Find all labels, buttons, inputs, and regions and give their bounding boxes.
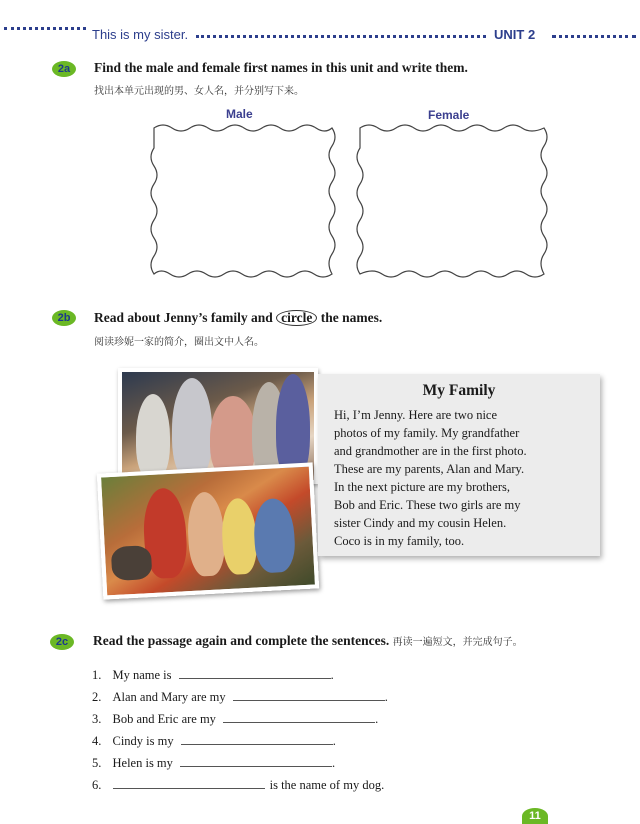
sentence-6 <box>92 776 384 793</box>
section-2c-chinese: 再读一遍短文，并完成句子。 <box>392 637 523 648</box>
passage-line: Coco is in my family, too. <box>334 534 465 548</box>
sentence-number: 4. <box>92 734 102 748</box>
passage-line: photos of my family. My grandfather <box>334 426 520 440</box>
male-writing-box[interactable] <box>148 122 338 282</box>
sentence-text: Alan and Mary are my <box>112 690 226 704</box>
sentence-end: . <box>384 690 388 704</box>
sentence-end: . <box>332 734 336 748</box>
passage-line: These are my parents, Alan and Mary. <box>334 462 525 476</box>
female-label: Female <box>428 108 470 122</box>
sentence-4 <box>92 732 336 749</box>
sentence-end: . <box>332 756 336 770</box>
sentence-text: Bob and Eric are my <box>112 712 216 726</box>
section-2a-instruction: Find the male and female first names in this unit and write them. <box>94 60 468 75</box>
section-2b-instruction-start: Read about Jenny’s family and <box>94 310 277 325</box>
answer-blank-3[interactable] <box>223 710 375 723</box>
sentence-number: 6. <box>92 778 102 792</box>
sentence-text: My name is <box>112 668 172 682</box>
circle-word: circle <box>276 310 317 326</box>
section-2c-badge: 2c <box>50 634 74 650</box>
sentence-1 <box>92 666 334 683</box>
passage-line: and grandmother are in the first photo. <box>334 444 527 458</box>
passage-card <box>318 374 600 556</box>
header-lesson-title: This is my sister. <box>92 27 189 42</box>
answer-blank-2[interactable] <box>233 688 385 701</box>
sentence-number: 3. <box>92 712 102 726</box>
sentence-end: . <box>330 668 334 682</box>
page-number: 11 <box>522 808 548 824</box>
passage-body <box>334 406 594 550</box>
header-dots-left <box>4 27 86 30</box>
section-2a-chinese: 找出本单元出现的男、女人名，并分别写下来。 <box>94 86 304 97</box>
sentence-text: Cindy is my <box>112 734 174 748</box>
section-2a-badge: 2a <box>52 61 76 77</box>
header-unit-label: UNIT 2 <box>494 27 536 42</box>
male-label: Male <box>226 107 253 121</box>
sentence-2 <box>92 688 388 705</box>
section-2b-instruction <box>94 310 382 326</box>
sentence-end: . <box>375 712 379 726</box>
sentence-5 <box>92 754 335 771</box>
header-dots-right <box>552 35 636 38</box>
passage-line: Hi, I’m Jenny. Here are two nice <box>334 408 498 422</box>
section-2b-instruction-end: the names. <box>317 310 383 325</box>
answer-blank-1[interactable] <box>179 666 331 679</box>
sentence-number: 1. <box>92 668 102 682</box>
answer-blank-5[interactable] <box>180 754 332 767</box>
section-2b-badge: 2b <box>52 310 76 326</box>
section-2c-instruction-text: Read the passage again and complete the sentences. <box>93 633 390 648</box>
section-2c-instruction <box>93 633 523 649</box>
sentence-text: Helen is my <box>112 756 173 770</box>
passage-title: My Family <box>422 382 496 399</box>
family-photo-children <box>97 462 319 599</box>
passage-line: In the next picture are my brothers, <box>334 480 510 494</box>
passage-line: sister Cindy and my cousin Helen. <box>334 516 507 530</box>
header-dots-middle <box>196 35 486 38</box>
answer-blank-4[interactable] <box>181 732 333 745</box>
sentence-text: is the name of my dog. <box>269 778 385 792</box>
sentence-number: 5. <box>92 756 102 770</box>
female-writing-box[interactable] <box>354 122 550 282</box>
passage-line: Bob and Eric. These two girls are my <box>334 498 521 512</box>
section-2b-chinese: 阅读珍妮一家的简介，圈出文中人名。 <box>94 337 264 348</box>
sentence-number: 2. <box>92 690 102 704</box>
answer-blank-6[interactable] <box>113 776 265 789</box>
sentence-3 <box>92 710 378 727</box>
